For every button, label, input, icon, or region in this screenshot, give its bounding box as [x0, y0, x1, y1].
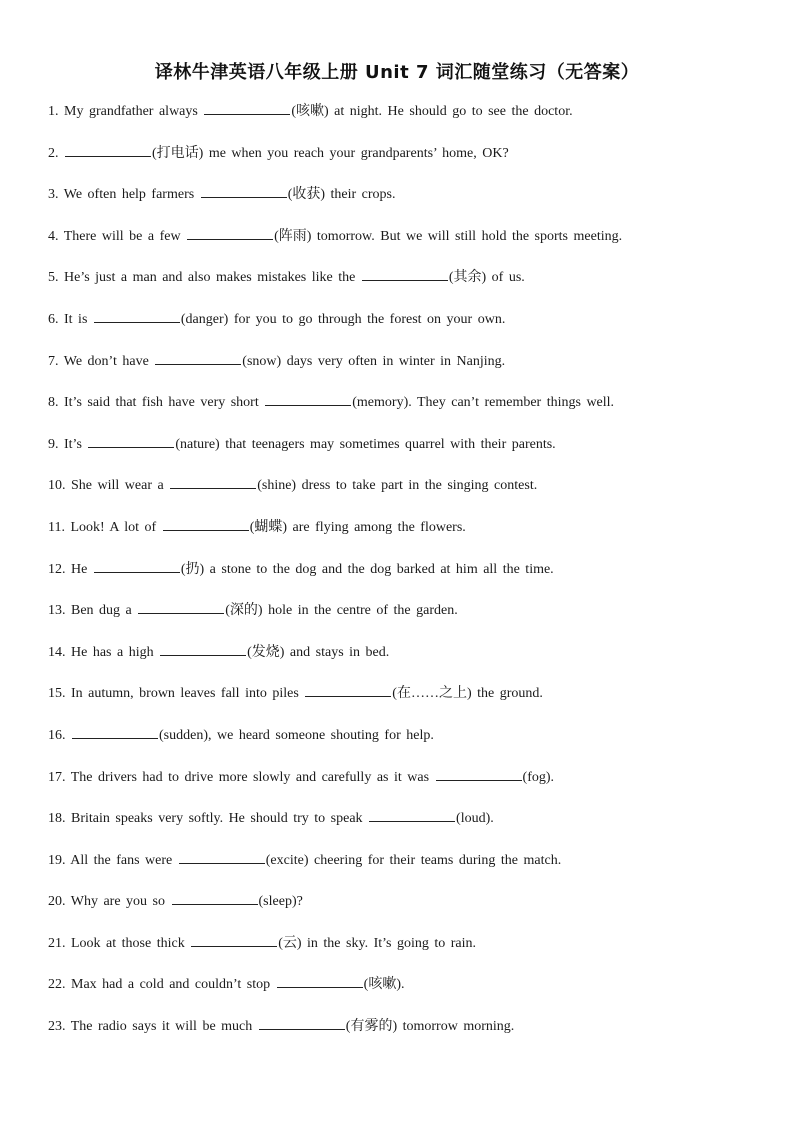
- answer-blank[interactable]: [204, 100, 290, 115]
- answer-blank[interactable]: [94, 558, 180, 573]
- question-item: [48, 183, 768, 225]
- question-text-before: The radio says it will be much: [70, 1019, 258, 1035]
- question-text-before: It’s: [64, 436, 88, 452]
- question-text-before: Max had a cold and couldn’t stop: [71, 977, 276, 993]
- question-text-after: tomorrow. But we will still hold the sports meeting.: [311, 228, 623, 244]
- question-text-after: dress to take part in the singing contest.: [296, 478, 538, 494]
- question-item: [48, 225, 768, 267]
- word-hint: (阵雨): [274, 228, 312, 244]
- question-text-after: are flying among the flowers.: [287, 519, 466, 535]
- question-text-after: we heard someone shouting for help.: [211, 727, 434, 743]
- question-item: [48, 682, 768, 724]
- question-text-before: He has a high: [71, 644, 160, 660]
- question-number: 18.: [48, 811, 66, 827]
- answer-blank[interactable]: [155, 350, 241, 365]
- question-text-before: In autumn, brown leaves fall into piles: [71, 686, 305, 702]
- question-item: [48, 724, 768, 766]
- question-text-before: Britain speaks very softly. He should try to speak: [71, 811, 369, 827]
- answer-blank[interactable]: [277, 973, 363, 988]
- answer-blank[interactable]: [72, 724, 158, 739]
- answer-blank[interactable]: [172, 890, 258, 905]
- question-item: [48, 516, 768, 558]
- word-hint: (sudden),: [159, 727, 212, 743]
- question-number: 14.: [48, 644, 66, 660]
- question-item: [48, 641, 768, 683]
- question-item: [48, 849, 768, 891]
- question-text-before: Look! A lot of: [70, 519, 162, 535]
- word-hint: (深的): [225, 603, 263, 619]
- question-number: 16.: [48, 727, 66, 743]
- answer-blank[interactable]: [369, 807, 455, 822]
- question-text-before: Look at those thick: [71, 935, 191, 951]
- question-text-after: tomorrow morning.: [397, 1019, 515, 1035]
- question-item: [48, 766, 768, 808]
- question-text-after: in the sky. It’s going to rain.: [301, 935, 476, 951]
- question-text-before: She will wear a: [71, 478, 170, 494]
- question-number: 17.: [48, 769, 66, 785]
- word-hint: (fog).: [522, 769, 555, 785]
- question-item: [48, 100, 768, 142]
- question-number: 11.: [48, 519, 65, 535]
- question-text-before: The drivers had to drive more slowly and carefully as it was: [70, 769, 435, 785]
- answer-blank[interactable]: [94, 308, 180, 323]
- answer-blank[interactable]: [436, 766, 522, 781]
- question-text-before: Why are you so: [70, 894, 171, 910]
- word-hint: (在……之上): [392, 686, 472, 702]
- answer-blank[interactable]: [138, 599, 224, 614]
- word-hint: (其余): [448, 270, 487, 286]
- question-text-after: and stays in bed.: [284, 644, 390, 660]
- answer-blank[interactable]: [187, 225, 273, 240]
- question-item: [48, 599, 768, 641]
- question-text-before: We often help farmers: [63, 187, 200, 203]
- answer-blank[interactable]: [305, 682, 391, 697]
- question-text-before: It’s said that fish have very short: [64, 395, 265, 411]
- question-item: [48, 973, 768, 1015]
- question-text-after: a stone to the dog and the dog barked at him all the time.: [204, 561, 554, 577]
- question-number: 19.: [48, 852, 66, 868]
- answer-blank[interactable]: [259, 1015, 345, 1030]
- question-number: 15.: [48, 686, 66, 702]
- question-text-before: We don’t have: [63, 353, 155, 369]
- question-item: [48, 1015, 768, 1057]
- word-hint: (excite): [265, 852, 309, 868]
- question-number: 20.: [48, 894, 66, 910]
- answer-blank[interactable]: [160, 641, 246, 656]
- question-item: [48, 391, 768, 433]
- question-number: 3.: [48, 187, 59, 203]
- question-text-after: the ground.: [471, 686, 543, 702]
- question-item: [48, 932, 768, 974]
- question-number: 8.: [48, 395, 59, 411]
- question-text-after: for you to go through the forest on your own.: [228, 311, 506, 327]
- answer-blank[interactable]: [191, 932, 277, 947]
- question-text-before: There will be a few: [63, 228, 187, 244]
- answer-blank[interactable]: [265, 391, 351, 406]
- question-text-after: cheering for their teams during the match.: [308, 852, 562, 868]
- question-item: [48, 266, 768, 308]
- question-number: 7.: [48, 353, 59, 369]
- word-hint: (nature): [175, 436, 220, 452]
- question-text-after: hole in the centre of the garden.: [262, 603, 458, 619]
- question-item: [48, 142, 768, 184]
- question-number: 5.: [48, 270, 59, 286]
- question-text-after: of us.: [486, 270, 525, 286]
- answer-blank[interactable]: [179, 849, 265, 864]
- question-item: [48, 350, 768, 392]
- question-item: [48, 890, 768, 932]
- word-hint: (云): [278, 935, 302, 951]
- question-number: 13.: [48, 603, 66, 619]
- question-number: 9.: [48, 436, 59, 452]
- question-text-before: He: [71, 561, 93, 577]
- answer-blank[interactable]: [362, 266, 448, 281]
- question-number: 4.: [48, 228, 59, 244]
- word-hint: (打电话): [152, 145, 204, 161]
- question-list: [48, 100, 768, 1057]
- answer-blank[interactable]: [170, 474, 256, 489]
- question-item: [48, 474, 768, 516]
- question-item: [48, 807, 768, 849]
- word-hint: (收获): [287, 187, 326, 203]
- question-number: 2.: [48, 145, 59, 161]
- question-item: [48, 558, 768, 600]
- word-hint: (扔): [180, 561, 205, 577]
- answer-blank[interactable]: [201, 183, 287, 198]
- word-hint: (咳嗽): [291, 104, 329, 119]
- question-item: [48, 433, 768, 475]
- answer-blank[interactable]: [88, 433, 174, 448]
- page-title: 译林牛津英语八年级上册 Unit 7 词汇随堂练习（无答案）: [154, 62, 640, 83]
- word-hint: (memory).: [352, 395, 412, 411]
- question-text-before: My grandfather always: [64, 104, 204, 119]
- word-hint: (咳嗽).: [363, 977, 405, 993]
- word-hint: (蝴蝶): [249, 519, 288, 535]
- question-number: 23.: [48, 1019, 66, 1035]
- answer-blank[interactable]: [65, 142, 151, 157]
- word-hint: (发烧): [247, 644, 285, 660]
- question-text-before: Ben dug a: [71, 603, 138, 619]
- question-number: 1.: [48, 104, 59, 119]
- word-hint: (sleep)?: [258, 894, 303, 910]
- question-text-before: He’s just a man and also makes mistakes like the: [64, 270, 361, 286]
- question-text-before: It is: [64, 311, 93, 327]
- word-hint: (danger): [180, 311, 229, 327]
- question-text-after: at night. He should go to see the doctor.: [328, 104, 573, 119]
- answer-blank[interactable]: [163, 516, 249, 531]
- question-item: [48, 308, 768, 350]
- question-text-before: All the fans were: [70, 852, 178, 868]
- word-hint: (loud).: [456, 811, 494, 827]
- word-hint: (snow): [242, 353, 282, 369]
- question-text-after: me when you reach your grandparents’ home, OK?: [203, 145, 509, 161]
- question-number: 22.: [48, 977, 66, 993]
- word-hint: (shine): [257, 478, 297, 494]
- question-text-after: days very often in winter in Nanjing.: [281, 353, 506, 369]
- question-number: 21.: [48, 935, 66, 951]
- question-number: 10.: [48, 478, 66, 494]
- question-number: 12.: [48, 561, 66, 577]
- question-text-after: They can’t remember things well.: [411, 395, 615, 411]
- question-text-after: that teenagers may sometimes quarrel with their parents.: [219, 436, 556, 452]
- word-hint: (有雾的): [345, 1019, 398, 1035]
- question-text-after: their crops.: [325, 187, 396, 203]
- question-number: 6.: [48, 311, 59, 327]
